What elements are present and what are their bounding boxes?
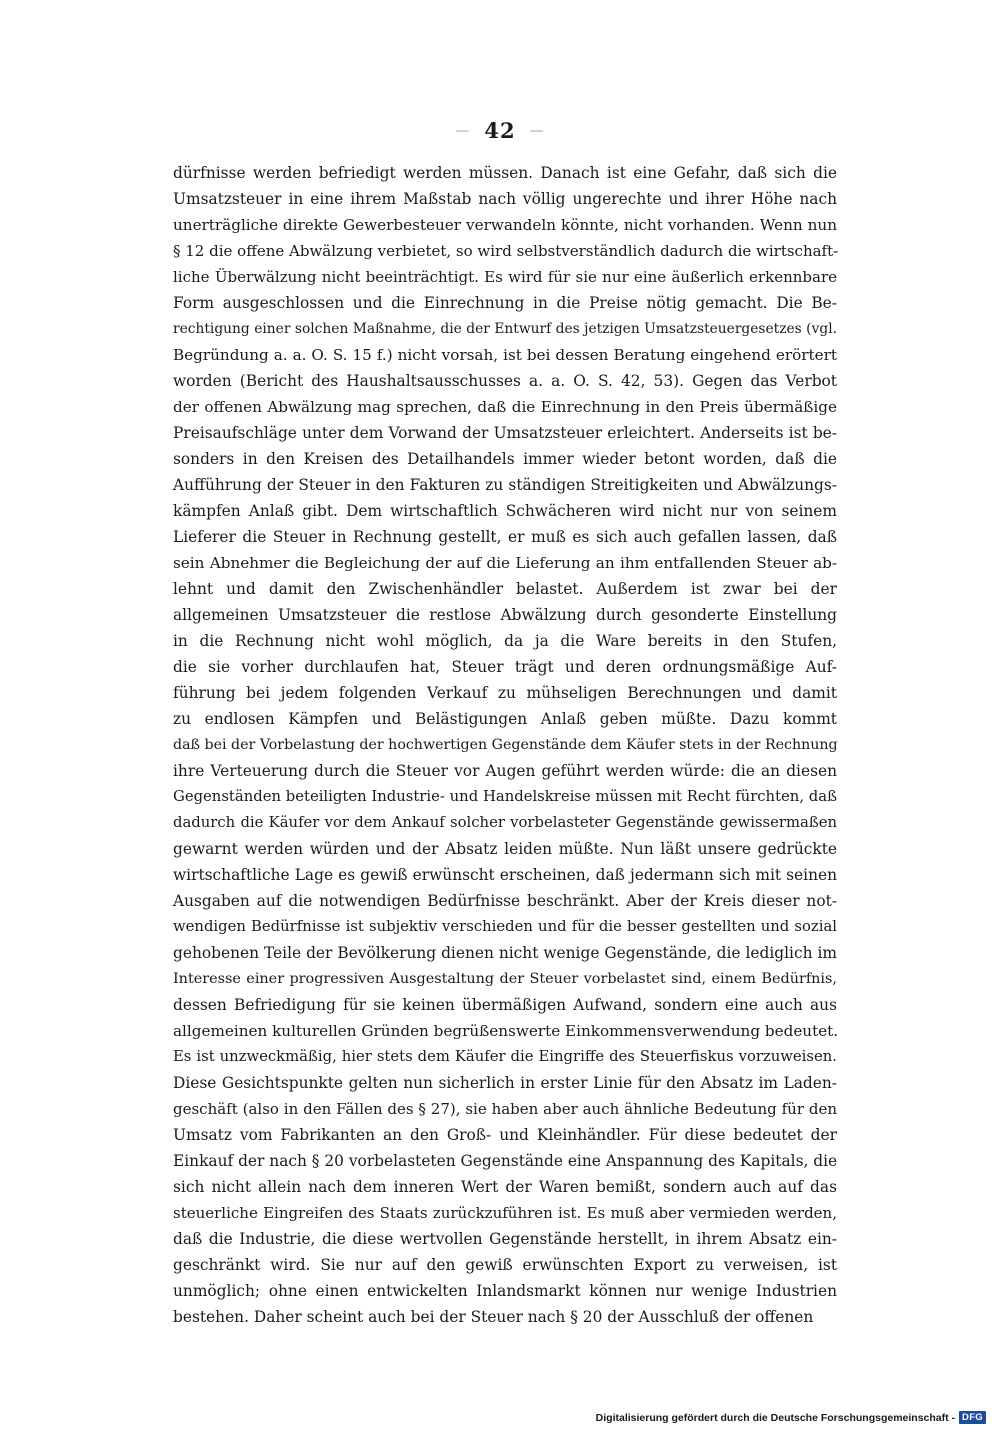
text-line: Aufführung der Steuer in den Fakturen zu ständigen Streitigkeiten und Abwälzungs- [173,476,837,494]
text-line: Ausgaben auf die notwendigen Bedürfnisse beschränkt. Aber der Kreis dieser not- [173,892,837,910]
page-number-dash-left: — [455,123,471,139]
text-line: bestehen. Daher scheint auch bei der Steuer nach § 20 der Ausschluß der offenen [173,1308,814,1326]
text-line: führung bei jedem folgenden Verkauf zu mühseligen Berechnungen und damit [173,684,837,702]
text-line: Interesse einer progressiven Ausgestaltung der Steuer vorbelastet sind, einem Bedürfnis, [173,971,837,987]
text-line: sonders in den Kreisen des Detailhandels immer wieder betont worden, daß die [173,450,837,468]
text-line: liche Überwälzung nicht beeinträchtigt. Es wird für sie nur eine äußerlich erkennbare [173,268,837,286]
text-line: allgemeinen kulturellen Gründen begrüßenswerte Einkommensverwendung bedeutet. [173,1022,839,1040]
footer-text: Digitalisierung gefördert durch die Deutsche Forschungsgemeinschaft - [595,1411,956,1424]
text-line: Umsatz vom Fabrikanten an den Groß- und Kleinhändler. Für diese bedeutet der [173,1126,837,1144]
text-line: dessen Befriedigung für sie keinen übermäßigen Aufwand, sondern eine auch aus [173,996,837,1014]
text-line: unerträgliche direkte Gewerbesteuer verwandeln könnte, nicht vorhanden. Wenn nun [173,216,837,234]
body-text [173,160,837,1330]
text-line: daß die Industrie, die diese wertvollen Gegenstände herstellt, in ihrem Absatz ein- [173,1230,837,1248]
text-line: sich nicht allein nach dem inneren Wert der Waren bemißt, sondern auch auf das [173,1178,837,1196]
text-line: kämpfen Anlaß gibt. Dem wirtschaftlich Schwächeren wird nicht nur von seinem [173,502,837,520]
text-line: wirtschaftliche Lage es gewiß erwünscht erscheinen, daß jedermann sich mit seinen [173,866,837,884]
text-line: ihre Verteuerung durch die Steuer vor Augen geführt werden würde: die an diesen [173,762,837,780]
footer-credit [596,1411,986,1424]
text-line: unmöglich; ohne einen entwickelten Inlandsmarkt können nur wenige Industrien [173,1282,837,1300]
text-line: Umsatzsteuer in eine ihrem Maßstab nach völlig ungerechte und ihrer Höhe nach [173,190,837,208]
text-line: geschränkt wird. Sie nur auf den gewiß erwünschten Export zu verweisen, ist [173,1256,837,1274]
text-line: allgemeinen Umsatzsteuer die restlose Abwälzung durch gesonderte Einstellung [173,606,837,624]
text-line: Form ausgeschlossen und die Einrechnung in die Preise nötig gemacht. Die Be- [173,294,837,312]
text-line: worden (Bericht des Haushaltsausschusses a. a. O. S. 42, 53). Gegen das Verbot [173,372,837,390]
text-line: Diese Gesichtspunkte gelten nun sicherlich in erster Linie für den Absatz im Laden- [173,1074,837,1092]
text-line: wendigen Bedürfnisse ist subjektiv verschieden und für die besser gestellten und sozial [173,918,837,935]
text-line: Begründung a. a. O. S. 15 f.) nicht vorsah, ist bei dessen Beratung eingehend erörtert [173,346,837,364]
text-line: sein Abnehmer die Begleichung der auf die Lieferung an ihm entfallenden Steuer ab- [173,554,837,572]
text-line: lehnt und damit den Zwischenhändler belastet. Außerdem ist zwar bei der [173,580,837,598]
text-line: rechtigung einer solchen Maßnahme, die der Entwurf des jetzigen Umsatzsteuergesetzes (vgl. [173,321,837,337]
text-line: steuerliche Eingreifen des Staats zurückzuführen ist. Es muß aber vermieden werden, [173,1204,837,1222]
text-line: § 12 die offene Abwälzung verbietet, so wird selbstverständlich dadurch die wirtschaft- [173,242,839,260]
text-line: dadurch die Käufer vor dem Ankauf solcher vorbelasteter Gegenstände gewissermaßen [173,814,837,831]
text-line: Gegenständen beteiligten Industrie- und Handelskreise müssen mit Recht fürchten, daß [173,788,837,805]
text-line: Preisaufschläge unter dem Vorwand der Umsatzsteuer erleichtert. Anderseits ist be- [173,424,837,442]
dfg-logo: DFG [959,1411,986,1424]
text-line: zu endlosen Kämpfen und Belästigungen Anlaß geben müßte. Dazu kommt [173,710,837,728]
text-line: die sie vorher durchlaufen hat, Steuer trägt und deren ordnungsmäßige Auf- [173,658,837,676]
page-number-dash-right: — [529,123,545,139]
text-line: gehobenen Teile der Bevölkerung dienen nicht wenige Gegenstände, die lediglich im [173,944,837,962]
text-line: Einkauf der nach § 20 vorbelasteten Gegenstände eine Anspannung des Kapitals, die [173,1152,838,1170]
text-line: Lieferer die Steuer in Rechnung gestellt, er muß es sich auch gefallen lassen, daß [173,528,837,546]
text-line: gewarnt werden würden und der Absatz leiden müßte. Nun läßt unsere gedrückte [173,840,837,858]
text-line: der offenen Abwälzung mag sprechen, daß die Einrechnung in den Preis übermäßige [173,398,837,416]
text-line: Es ist unzweckmäßig, hier stets dem Käufer die Eingriffe des Steuerfiskus vorzuweisen. [173,1048,837,1065]
text-line: daß bei der Vorbelastung der hochwertigen Gegenstände dem Käufer stets in der Rechnung [173,737,838,753]
page-number [0,118,1000,143]
text-line: geschäft (also in den Fällen des § 27), sie haben aber auch ähnliche Bedeutung für den [173,1100,837,1118]
page-number-value: 42 [484,118,516,143]
text-line: dürfnisse werden befriedigt werden müssen. Danach ist eine Gefahr, daß sich die [173,164,837,182]
text-line: in die Rechnung nicht wohl möglich, da ja die Ware bereits in den Stufen, [173,632,837,650]
